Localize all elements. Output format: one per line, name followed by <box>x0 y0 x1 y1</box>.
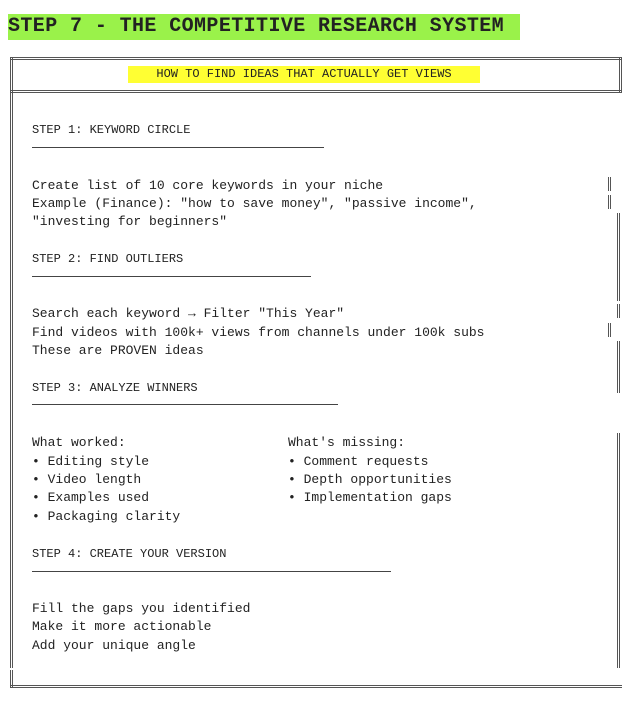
step2-line: Search each keyword → Filter "This Year" <box>32 306 345 321</box>
worked-item: • Editing style <box>32 454 150 469</box>
frame-right-border-fragment <box>617 213 620 301</box>
frame-bottom-border <box>10 685 622 688</box>
missing-item: • Comment requests <box>288 454 429 469</box>
worked-item: • Video length <box>32 472 142 487</box>
step4-line: Make it more actionable <box>32 619 212 634</box>
step2-line: Find videos with 100k+ views from channels under 100k subs <box>32 325 485 340</box>
worked-item: • Packaging clarity <box>32 509 181 524</box>
frame-right-border-fragment <box>617 433 620 668</box>
missing-item: • Depth opportunities <box>288 472 452 487</box>
step1-heading: STEP 1: KEYWORD CIRCLE <box>32 123 191 137</box>
step4-line: Fill the gaps you identified <box>32 601 251 616</box>
step1-line: Example (Finance): "how to save money", "passive income", <box>32 196 477 211</box>
frame-right-border-top <box>619 57 622 93</box>
frame-right-border-fragment <box>617 304 620 318</box>
step2-line: These are PROVEN ideas <box>32 343 204 358</box>
step1-line: Create list of 10 core keywords in your niche <box>32 178 384 193</box>
step4-rule <box>32 571 391 572</box>
frame-divider <box>10 90 622 93</box>
step3-heading: STEP 3: ANALYZE WINNERS <box>32 381 198 395</box>
missing-item: • Implementation gaps <box>288 490 452 505</box>
step4-heading: STEP 4: CREATE YOUR VERSION <box>32 547 227 561</box>
step2-heading: STEP 2: FIND OUTLIERS <box>32 252 184 266</box>
frame-right-border-fragment <box>608 195 611 209</box>
step3-rule <box>32 404 338 405</box>
frame-right-border-fragment <box>608 323 611 337</box>
frame-top-border <box>10 57 622 60</box>
frame-left-border-top <box>10 57 13 93</box>
banner: HOW TO FIND IDEAS THAT ACTUALLY GET VIEWS <box>128 66 480 83</box>
step1-line: "investing for beginners" <box>32 214 228 229</box>
frame-right-border-fragment <box>617 341 620 393</box>
step1-rule <box>32 147 324 148</box>
missing-title: What's missing: <box>288 435 406 450</box>
frame-right-border-fragment <box>608 177 611 191</box>
worked-title: What worked: <box>32 435 126 450</box>
worked-item: • Examples used <box>32 490 150 505</box>
step4-line: Add your unique angle <box>32 638 196 653</box>
step2-rule <box>32 276 311 277</box>
frame-left-border <box>10 93 13 668</box>
page-title: STEP 7 - THE COMPETITIVE RESEARCH SYSTEM <box>8 14 520 40</box>
